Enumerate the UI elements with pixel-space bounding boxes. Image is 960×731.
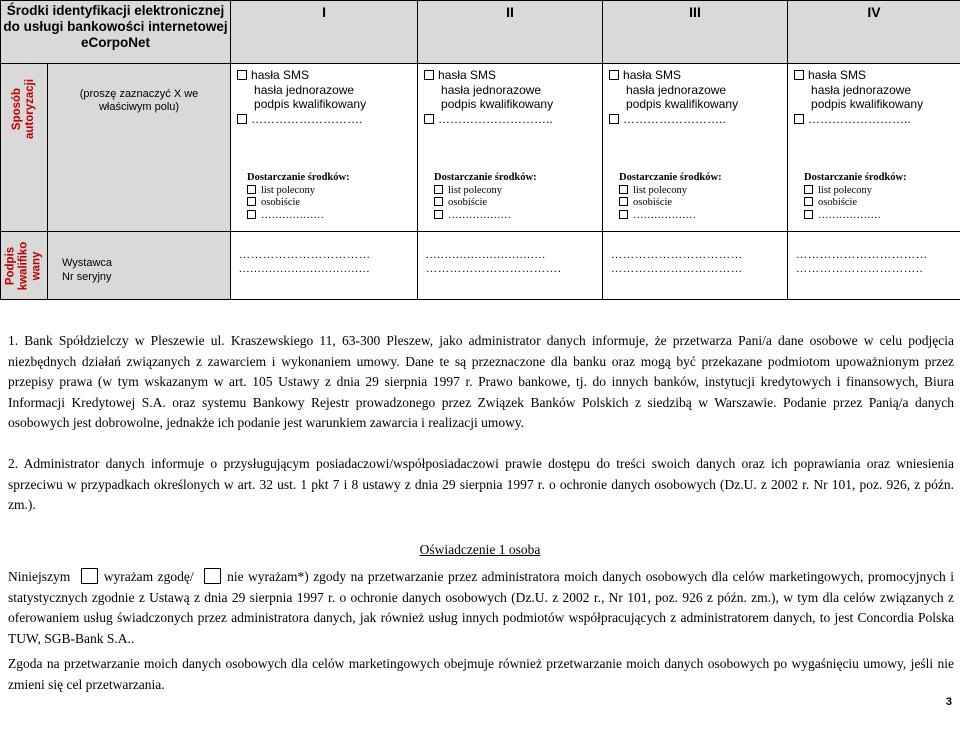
issuer-field-1[interactable]: …………………………… <box>239 249 372 261</box>
clause-2: 2. Administrator danych informuje o przysługującym posiadaczowi/współposiadaczowi prawie dostępu do treści swoich danych oraz ich poprawiania oraz wniesienia sprzeciwu w przypadkach określonych w art. 32 ust. 1 pkt 7 i 8 ustawy z dnia 29 sierpnia 1997 r. o ochronie danych osobowych (Dz.U. z 2002 r. Nr 101, poz. 926, z późn. zm.). <box>8 456 954 512</box>
auth-side-cell <box>1 64 48 232</box>
checkbox-other-3[interactable] <box>609 114 619 124</box>
column-4-options: hasła SMS hasła jednorazowe podpis kwalifikowany …………………….. Dostarczanie środków: list polecony osobiście ……………… <box>788 64 960 232</box>
column-1-options: hasła SMS hasła jednorazowe podpis kwalifikowany ………………………. Dostarczanie środków: list polecony osobiście ……………… <box>231 64 418 232</box>
page-number: 3 <box>945 696 952 708</box>
serial-field-4[interactable]: ………………………….. <box>796 263 924 275</box>
checkbox-delivery-other-1[interactable] <box>247 210 256 219</box>
signature-col-3 <box>603 232 788 300</box>
issuer-field-4[interactable]: …………………………… <box>796 249 929 261</box>
signature-col-4 <box>788 232 960 300</box>
column-2-options: hasła SMS hasła jednorazowe podpis kwalifikowany ……………………….. Dostarczanie środków: list polecony osobiście ……………… <box>418 64 603 232</box>
checkbox-in-person-1[interactable] <box>247 197 256 206</box>
checkbox-in-person-2[interactable] <box>434 197 443 206</box>
declaration-title: Oświadczenie 1 osoba <box>419 542 541 557</box>
column-3-options: hasła SMS hasła jednorazowe podpis kwalifikowany …………………….. Dostarczanie środków: list polecony osobiście ……………… <box>603 64 788 232</box>
consent-yes-checkbox[interactable] <box>81 568 98 584</box>
issuer-field-3[interactable]: …………………………… <box>611 249 744 261</box>
checkbox-delivery-other-4[interactable] <box>804 210 813 219</box>
checkbox-delivery-other-3[interactable] <box>619 210 628 219</box>
serial-field-1[interactable]: ................................... <box>239 263 371 275</box>
checkbox-registered-mail-1[interactable] <box>247 185 256 194</box>
signature-side-label: Podpis kwalifiko wany <box>4 241 43 290</box>
serial-field-3[interactable]: …………………………… <box>611 263 744 275</box>
checkbox-registered-mail-4[interactable] <box>804 185 813 194</box>
checkbox-in-person-4[interactable] <box>804 197 813 206</box>
checkbox-in-person-3[interactable] <box>619 197 628 206</box>
declaration-scope: Zgoda na przetwarzanie moich danych osobowych dla celów marketingowych obejmuje również przetwarzanie moich danych osobowych po wygaśnięciu umowy, jeśli nie zmieni się cel przetwarzania. <box>8 656 954 692</box>
checkbox-sms-4[interactable] <box>794 70 804 80</box>
checkbox-sms-1[interactable] <box>237 70 247 80</box>
serial-number-label: Nr seryjny <box>62 271 112 283</box>
signature-side-cell <box>1 232 48 300</box>
issuer-field-2[interactable]: ................................ <box>426 249 547 261</box>
signature-col-2 <box>418 232 603 300</box>
declaration-consent: Niniejszym wyrażam zgodę/ nie wyrażam*) zgody na przetwarzanie przez administratora moich danych osobowych dla celów marketingowych, promocyjnych i statystycznych zgodnie z Ustawą z dnia 29 sierpnia 1997 r. o ochronie danych osobowych (Dz.U. z 2002 r., Nr 101, poz. 926 z późn. zm.), w tym dla celów związanych z oferowaniem usług świadczonych przez administratora danych, jak również usług innych podmiotów współpracujących z administratorem danych, to jest Concordia Polska TUW, SGB-Bank S.A.. <box>8 569 954 646</box>
auth-hint-cell <box>48 64 231 232</box>
issuer-label: Wystawca <box>62 257 113 269</box>
column-header-1: I <box>231 1 418 64</box>
table-header-title-cell <box>1 1 231 64</box>
checkbox-other-2[interactable] <box>424 114 434 124</box>
column-header-2: II <box>418 1 603 64</box>
serial-field-2[interactable]: ……………………………. <box>426 263 562 275</box>
column-header-4: IV <box>788 1 960 64</box>
checkbox-sms-2[interactable] <box>424 70 434 80</box>
identification-table <box>0 0 960 300</box>
clause-1: 1. Bank Spółdzielczy w Pleszewie ul. Kraszewskiego 11, 63-300 Pleszew, jako administrator danych informuje, że przetwarza Pani/a dane osobowe w celu podjęcia niezbędnych działań związanych z zawarciem i wykonaniem umowy. Dane te są przeznaczone dla banku oraz mogą być przekazane podmiotom upoważnionym przez przepisy prawa (w tym wskazanym w art. 105 Ustawy z dnia 29 sierpnia 1997 r. Prawo bankowe, tj. do innych banków, instytucji kredytowych i finansowych, Biura Informacji Kredytowej S.A. oraz systemu Bankowy Rejestr prowadzonego przez Związek Banków Polskich z siedzibą w Warszawie. Podanie przez Panią/a danych osobowych jest dobrowolne, jednakże ich podanie jest warunkiem zawarcia i realizacji umowy. <box>8 333 954 430</box>
auth-hint: (proszę zaznaczyć X we właściwym polu) <box>79 88 199 113</box>
checkbox-sms-3[interactable] <box>609 70 619 80</box>
checkbox-other-1[interactable] <box>237 114 247 124</box>
column-header-3: III <box>603 1 788 64</box>
checkbox-other-4[interactable] <box>794 114 804 124</box>
consent-no-checkbox[interactable] <box>204 568 221 584</box>
checkbox-registered-mail-2[interactable] <box>434 185 443 194</box>
auth-side-label: Sposób autoryzacji <box>11 78 36 140</box>
table-header-title: Środki identyfikacji elektronicznej do usługi bankowości internetowej eCorpoNet <box>3 3 228 50</box>
signature-labels-cell <box>48 232 231 300</box>
checkbox-delivery-other-2[interactable] <box>434 210 443 219</box>
checkbox-registered-mail-3[interactable] <box>619 185 628 194</box>
signature-col-1 <box>231 232 418 300</box>
